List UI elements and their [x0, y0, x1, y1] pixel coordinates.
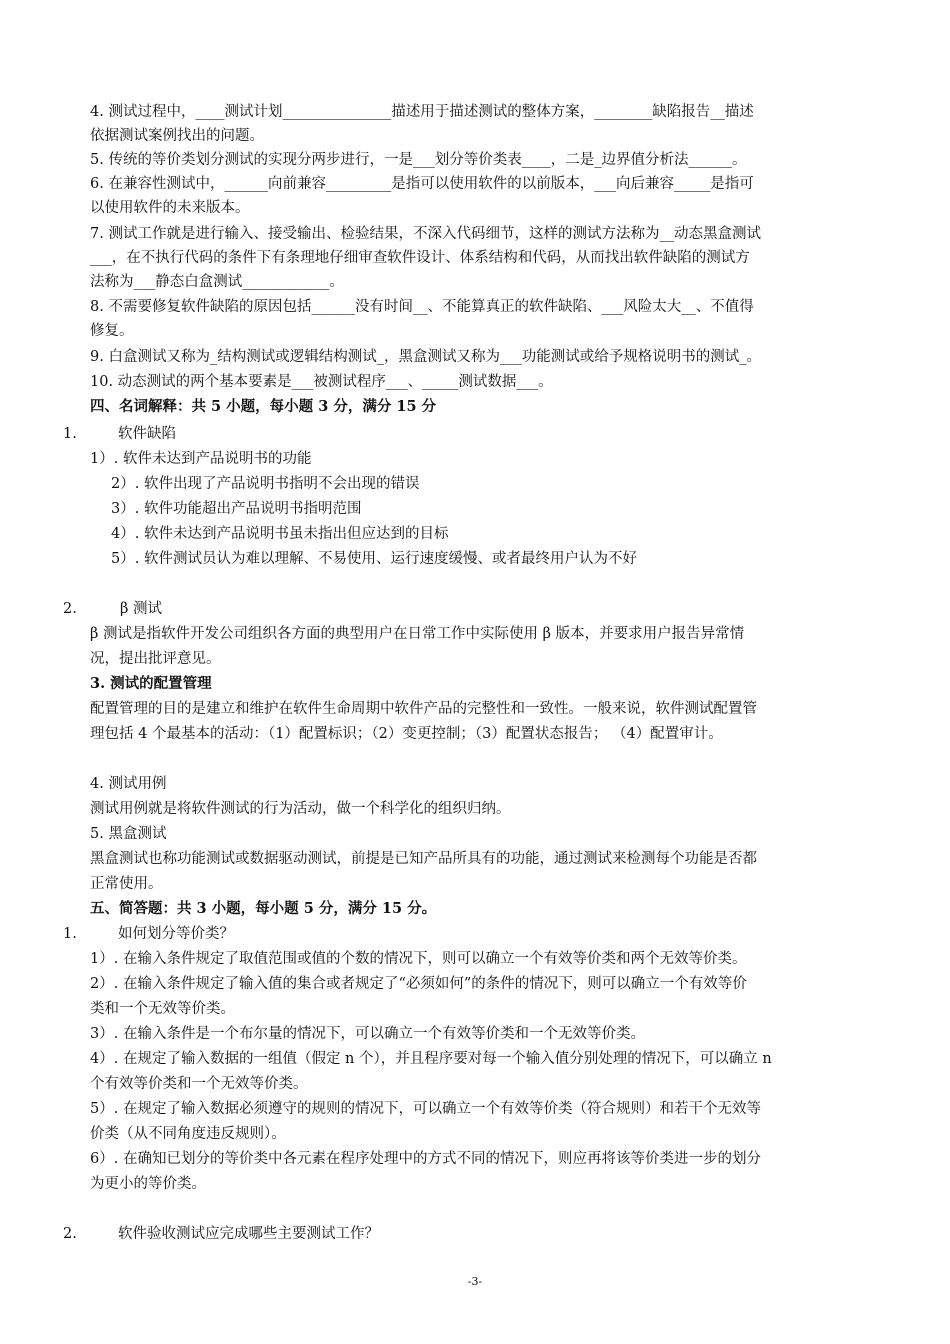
list-number: 1.: [63, 926, 77, 942]
text-line: 修复。: [90, 323, 134, 339]
text-line: 2）. 软件出现了产品说明书指明不会出现的错误: [111, 476, 420, 492]
text-line: 况，提出批评意见。: [90, 651, 221, 667]
text-line: 6. 在兼容性测试中，______向前兼容_________是指可以使用软件的以前版本，___向后兼容_____是指可: [90, 176, 754, 192]
text-line: 5）. 软件测试员认为难以理解、不易使用、运行速度缓慢、或者最终用户认为不好: [111, 551, 637, 567]
list-number: 2.: [63, 1226, 77, 1242]
text-line: 四、名词解释：共 5 小题，每小题 3 分，满分 15 分: [90, 398, 437, 415]
text-line: 4）. 软件未达到产品说明书虽未指出但应达到的目标: [111, 526, 449, 542]
text-line: 4. 测试过程中，____测试计划_______________描述用于描述测试的整体方案，________缺陷报告__描述: [90, 104, 754, 120]
text-line: 为更小的等价类。: [90, 1176, 206, 1192]
text-line: 5. 黑盒测试: [90, 826, 167, 842]
text-line: 测试用例就是将软件测试的行为活动，做一个科学化的组织归纳。: [90, 801, 511, 817]
text-line: 5. 传统的等价类划分测试的实现分两步进行，一是___划分等价类表____，二是_边界值分析法______。: [90, 152, 747, 168]
text-line: 如何划分等价类？: [118, 926, 234, 942]
text-line: 以使用软件的未来版本。: [90, 200, 250, 216]
text-line: 3）. 在输入条件是一个布尔量的情况下，可以确立一个有效等价类和一个无效等价类。: [90, 1026, 645, 1042]
text-line: ___，在不执行代码的条件下有条理地仔细审查软件设计、体系结构和代码，从而找出软件缺陷的测试方: [90, 250, 750, 266]
text-line: 7. 测试工作就是进行输入、接受输出、检验结果，不深入代码细节，这样的测试方法称为__动态黑盒测试: [90, 226, 761, 242]
text-line: 正常使用。: [90, 876, 163, 892]
text-line: 8. 不需要修复软件缺陷的原因包括______没有时间__、不能算真正的软件缺陷、___风险太大__、不值得: [90, 299, 754, 315]
text-line: 9. 白盒测试又称为_结构测试或逻辑结构测试_，黑盒测试又称为___功能测试或给予规格说明书的测试_。: [90, 349, 761, 365]
text-line: 1）. 软件未达到产品说明书的功能: [90, 451, 312, 467]
text-line: 软件缺陷: [118, 426, 176, 442]
text-line: 法称为___静态白盒测试____________。: [90, 274, 344, 290]
text-line: 1）. 在输入条件规定了取值范围或值的个数的情况下，则可以确立一个有效等价类和两个无效等价类。: [90, 951, 747, 967]
page-number: -3-: [467, 1275, 483, 1288]
list-number: 1.: [63, 426, 77, 442]
text-line: 4. 测试用例: [90, 776, 167, 792]
text-line: 黑盒测试也称功能测试或数据驱动测试，前提是已知产品所具有的功能，通过测试来检测每个功能是否都: [90, 851, 757, 867]
text-line: 理包括 4 个最基本的活动：（1）配置标识；（2）变更控制；（3）配置状态报告； （4）配置审计。: [90, 726, 723, 742]
text-line: 类和一个无效等价类。: [90, 1001, 235, 1017]
text-line: 6）. 在确知已划分的等价类中各元素在程序处理中的方式不同的情况下，则应再将该等价类进一步的划分: [90, 1151, 761, 1167]
text-line: 五、简答题：共 3 小题，每小题 5 分，满分 15 分。: [90, 900, 437, 917]
text-line: β 测试: [120, 601, 162, 617]
text-line: 4）. 在规定了输入数据的一组值（假定 n 个），并且程序要对每一个输入值分别处理的情况下，可以确立 n: [90, 1051, 772, 1067]
list-number: 2.: [63, 601, 77, 617]
text-line: 依据测试案例找出的问题。: [90, 128, 264, 144]
text-line: 3）. 软件功能超出产品说明书指明范围: [111, 501, 362, 517]
text-line: 2）. 在输入条件规定了输入值的集合或者规定了“必须如何”的条件的情况下，则可以确立一个有效等价: [90, 976, 747, 992]
text-line: 10. 动态测试的两个基本要素是___被测试程序___、_____测试数据___。: [90, 374, 553, 390]
text-line: 软件验收测试应完成哪些主要测试工作？: [118, 1226, 379, 1242]
text-line: 个有效等价类和一个无效等价类。: [90, 1076, 308, 1092]
text-line: β 测试是指软件开发公司组织各方面的典型用户在日常工作中实际使用 β 版本，并要求用户报告异常情: [90, 626, 745, 642]
text-line: 价类（从不同角度违反规则）。: [90, 1126, 286, 1142]
text-line: 5）. 在规定了输入数据必须遵守的规则的情况下，可以确立一个有效等价类（符合规则）和若干个无效等: [90, 1101, 761, 1117]
text-line: 3. 测试的配置管理: [90, 675, 212, 692]
text-line: 配置管理的目的是建立和维护在软件生命周期中软件产品的完整性和一致性。一般来说，软件测试配置管: [90, 701, 757, 717]
